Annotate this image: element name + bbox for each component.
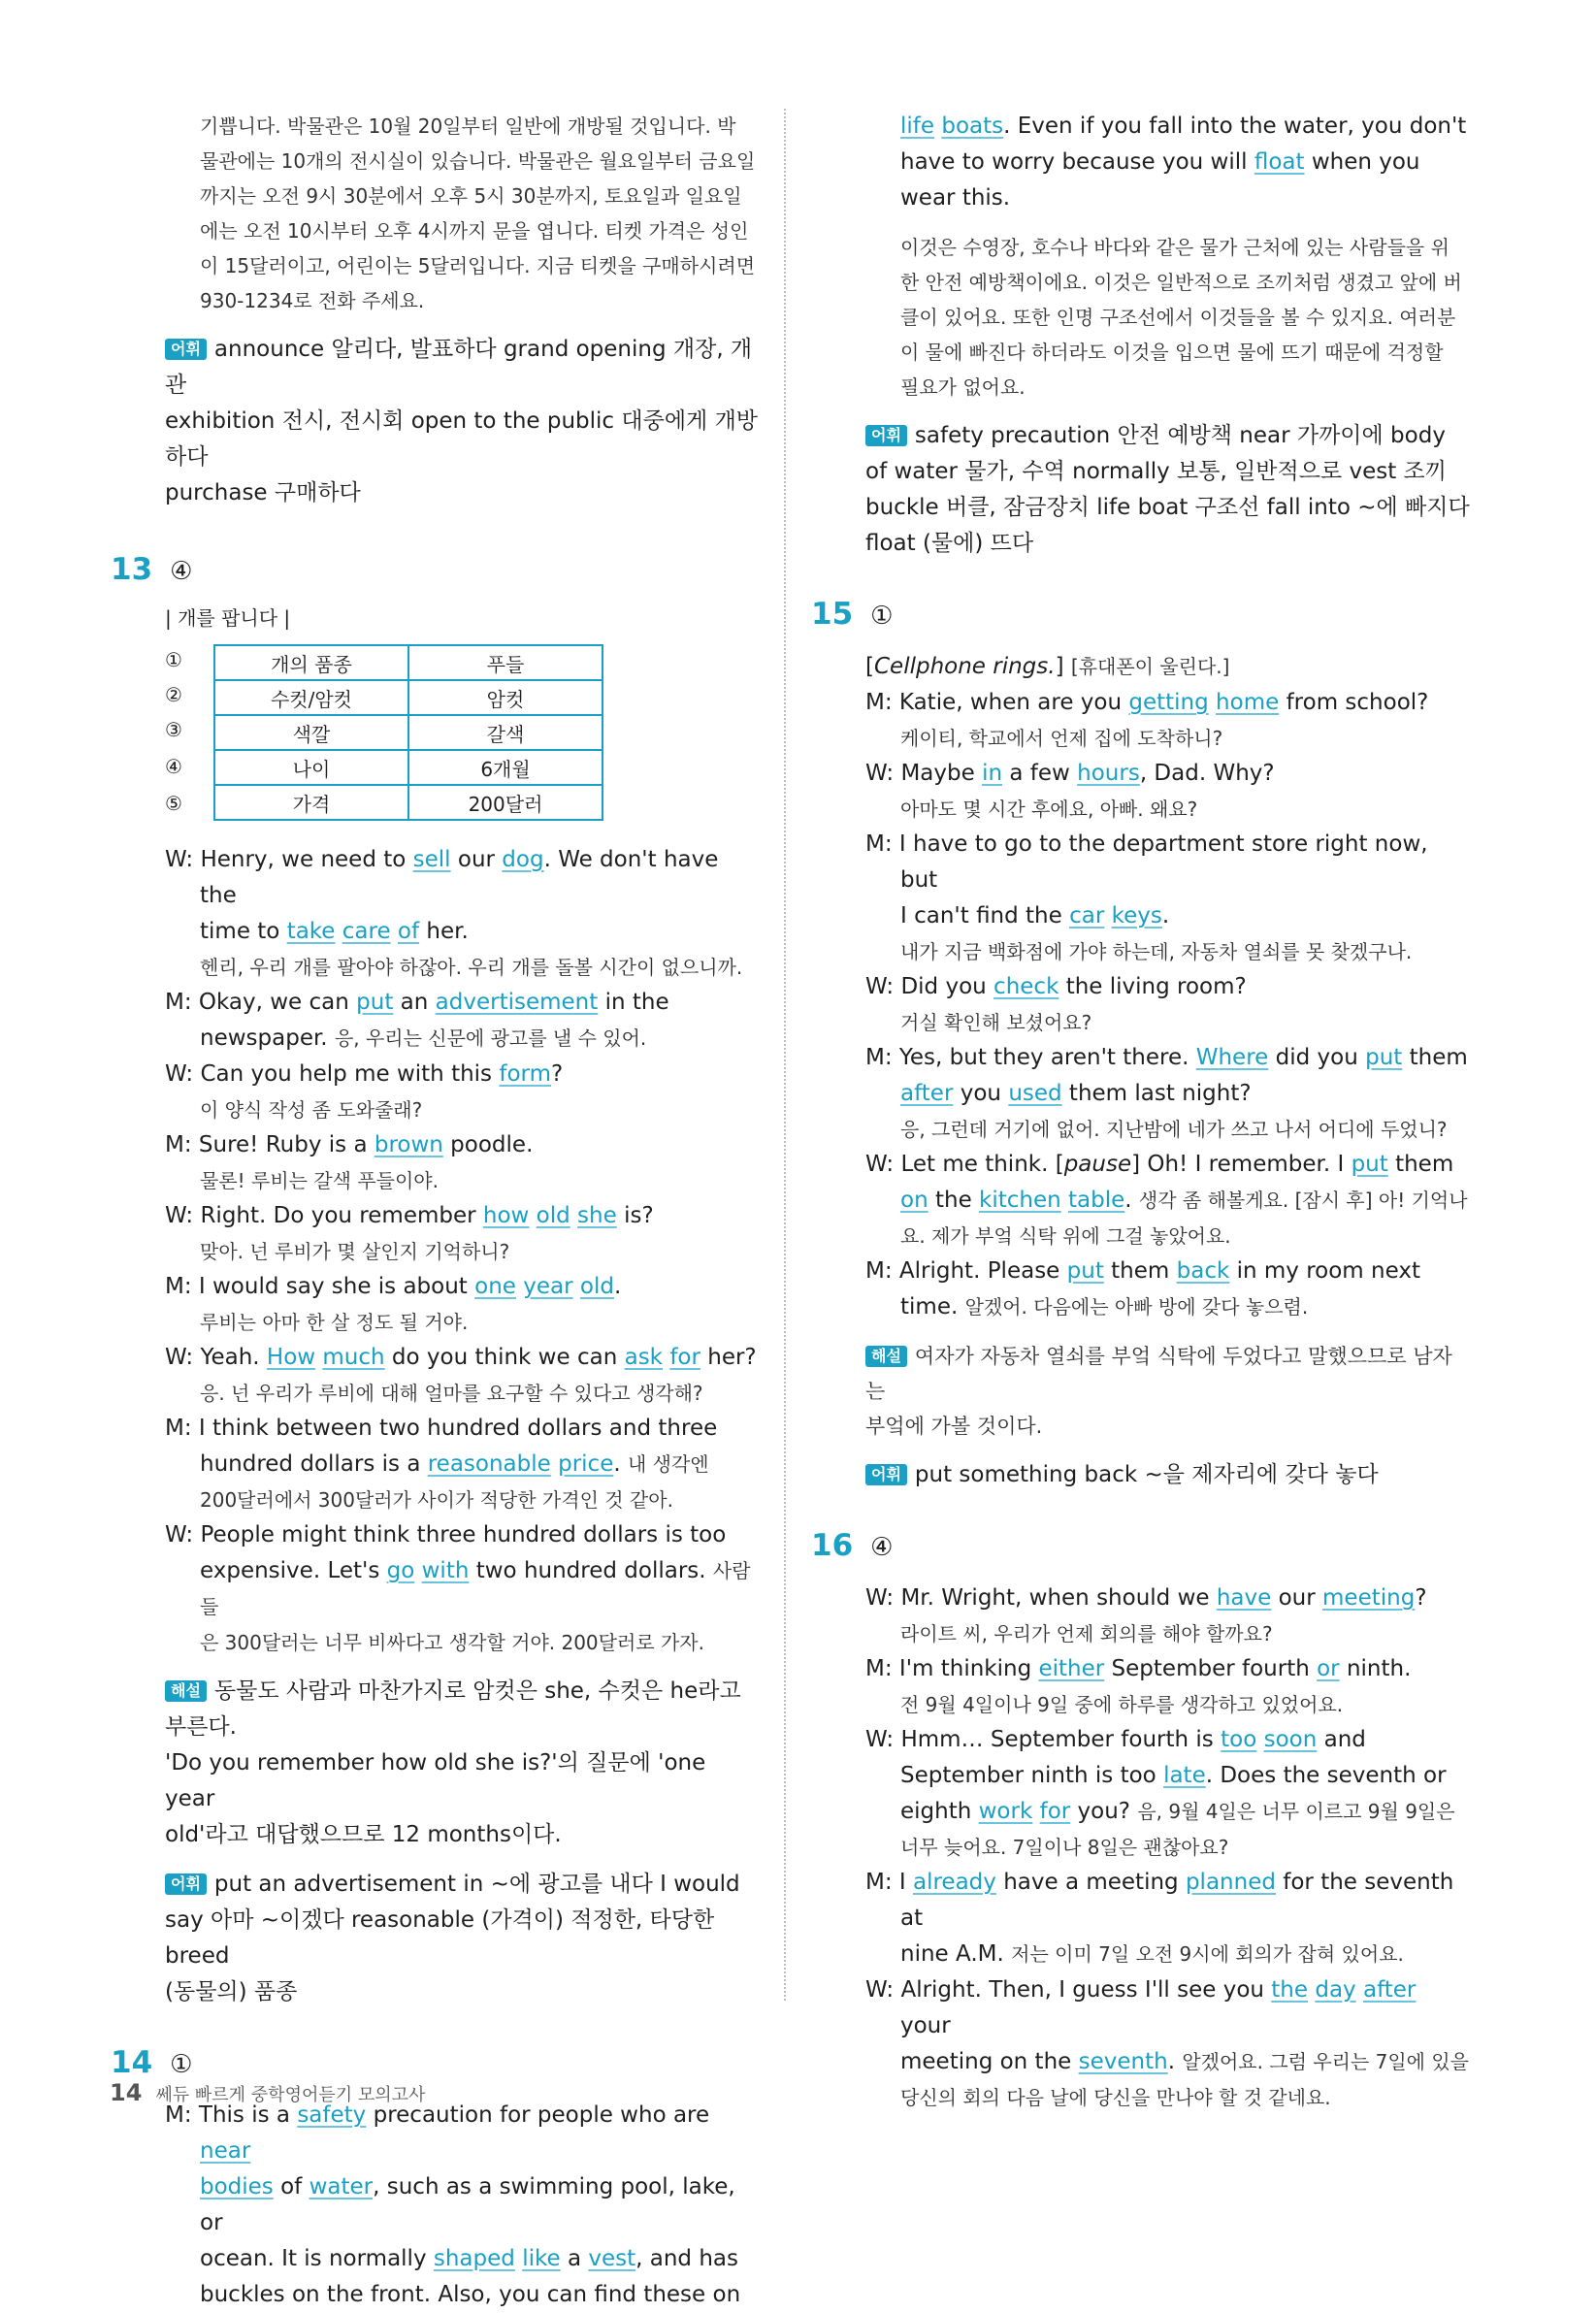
row-mark: ① bbox=[165, 648, 182, 671]
vocab-badge: 어휘 bbox=[165, 339, 207, 360]
q16-dialogue: W: Mr. Wright, when should we have our meeting? 라이트 씨, 우리가 언제 회의를 해야 할까요? M: I'm thinking either September fourth or ninth. 전 9월 4일이나 9일 중에 하루를 생각하고 있었어요. W: Hmm… September fourth is too soon and September ninth is too late. Does the seventh or eighth work for you? 음, 9월 4일은 너무 이르고 9월 9일은 너무 늦어요. 7일이나 8일은 괜찮아요? M: I already have a meeting planned for the seventh at nine A.M. 저는 이미 7일 오전 9시에 회의가 잡혀 있어요. W: Alright. Then, I guess I'll see you the day after your meeting on the seventh. 알겠어요. 그럼 우리는 7일에 있을 당신의 회의 다음 날에 당신을 만나야 할 것 같네요. bbox=[865, 1585, 1469, 2109]
q14-script: M: This is a safety precaution for people who are near bodies of water, such as a swimming pool, lake, or ocean. It is normally shaped like a vest, and has buckles on the front. Also, you can find these on bbox=[165, 2102, 741, 2307]
left-column bbox=[111, 109, 762, 2313]
row-mark: ④ bbox=[165, 755, 182, 778]
q15-dialogue: [Cellphone rings.] [휴대폰이 울린다.] M: Katie, when are you getting home from school? 케이티, 학교에서 언제 집에 도착하니? W: Maybe in a few hours, Dad. Why? 아마도 몇 시간 후에요, 아빠. 왜요? M: I have to go to the department store right now, but I can't find the car keys. 내가 지금 백화점에 가야 하는데, 자동차 열쇠를 못 찾겠구나. W: Did you check the living room? 거실 확인해 보셨어요? M: Yes, but they aren't there. Where did you put them after you used them last night? 응, 그런데 거기에 없어. 지난밤에 네가 쓰고 나서 어디에 두었니? W: Let me think. [pause] Oh! I remember. I put them on the kitchen table. 생각 좀 해볼게요. [잠시 후] 아! 기억나 요. 제가 부엌 식탁 위에 그걸 놓았어요. M: Alright. Please put them back in my room next time. 알겠어. 다음에는 아빠 방에 갖다 놓으렴. bbox=[865, 654, 1468, 1319]
column-divider bbox=[784, 109, 786, 2001]
vocab-14: 어휘 safety precaution 안전 예방책 near 가까이에 body of water 물가, 수역 normally 보통, 일반적으로 vest 조끼 buckle 버클, 잠금장치 life boat 구조선 fall into ~에 빠지다 float (물에) 뜨다 bbox=[865, 423, 1470, 556]
explain-badge: 해설 bbox=[865, 1346, 907, 1367]
right-column bbox=[811, 109, 1472, 2115]
question-14-number: 14 ① bbox=[111, 2045, 193, 2080]
explain-badge: 해설 bbox=[165, 1680, 207, 1702]
page-footer bbox=[110, 2079, 425, 2106]
dog-info-table bbox=[213, 644, 603, 821]
table-row: 나이 6개월 bbox=[214, 750, 603, 785]
q13-dialogue: W: Henry, we need to sell our dog. We don't have the time to take care of her. 헨리, 우리 개를 팔아야 하잖아. 우리 개를 돌볼 시간이 없으니까. M: Okay, we can put an advertisement in the newspaper. 응, 우리는 신문에 광고를 낼 수 있어. W: Can you help me with this form? 이 양식 작성 좀 도와줄래? M: Sure! Ruby is a brown poodle. 물론! 루비는 갈색 푸들이야. W: Right. Do you remember how old she is? 맞아. 넌 루비가 몇 살인지 기억하니? M: I would say she is about one year old. 루비는 아마 한 살 정도 될 거야. W: Yeah. How much do you think we can ask for her? 응. 넌 우리가 루비에 대해 얼마를 요구할 수 있다고 생각해? M: I think between two hundred dollars and three hundred dollars is a reasonable price. 내 생각엔 200달러에서 300달러가 사이가 적당한 가격인 것 같아. W: People might think three hundred dollars is too expensive. Let's go with two hundred dollars. 사람들 은 300달러는 너무 비싸다고 생각할 거야. 200달러로 가자. bbox=[165, 847, 757, 1654]
question-15-number: 15 ① bbox=[811, 597, 894, 632]
vocab-badge: 어휘 bbox=[165, 1873, 207, 1895]
explain-13: 해설 동물도 사람과 마찬가지로 암컷은 she, 수컷은 he라고 부른다. 'Do you remember how old she is?'의 질문에 'one year old'라고 대답했으므로 12 months이다. bbox=[165, 1678, 741, 1847]
table-row: 가격 200달러 bbox=[214, 785, 603, 820]
book-title: 쎄듀 빠르게 중학영어듣기 모의고사 bbox=[155, 2085, 426, 2105]
table-row: 색깔 갈색 bbox=[214, 715, 603, 750]
question-16-number: 16 ④ bbox=[811, 1528, 894, 1563]
table-row: 수컷/암컷 암컷 bbox=[214, 680, 603, 715]
page-number: 14 bbox=[110, 2079, 143, 2106]
question-13-number: 13 ④ bbox=[111, 552, 193, 587]
vocab-15: 어휘 put something back ~을 제자리에 갖다 놓다 bbox=[865, 1457, 1472, 1493]
q12-translation: 기쁩니다. 박물관은 10월 20일부터 일반에 개방될 것입니다. 박 물관에는 10개의 전시실이 있습니다. 박물관은 월요일부터 금요일 까지는 오전 9시 30분에서 오후 5시 30분까지, 토요일과 일요일 에는 오전 10시부터 오후 4시까지 문을 엽니다. 티켓 가격은 성인 이 15달러이고, 어린이는 5달러입니다. 지금 티켓을 구매하시려면 930-1234로 전화 주세요. bbox=[200, 114, 756, 312]
row-mark: ② bbox=[165, 683, 182, 706]
row-mark: ⑤ bbox=[165, 792, 182, 815]
table-row: 개의 품종 푸들 bbox=[214, 645, 603, 680]
vocab-12: 어휘 announce 알리다, 발표하다 grand opening 개장, 개관 exhibition 전시, 전시회 open to the public 대중에게 개방하다 purchase 구매하다 bbox=[165, 337, 759, 505]
q14-script-cont: life boats. Even if you fall into the water, you don't have to worry because you will float when you wear this. bbox=[900, 114, 1467, 211]
vocab-13: 어휘 put an advertisement in ~에 광고를 내다 I would say 아마 ~이겠다 reasonable (가격이) 적정한, 타당한 breed (동물의) 품종 bbox=[165, 1872, 740, 2004]
dog-info-table-wrap bbox=[165, 644, 762, 821]
flyer-title: | 개를 팝니다 | bbox=[165, 606, 291, 630]
q14-translation: 이것은 수영장, 호수나 바다와 같은 물가 근처에 있는 사람들을 위 한 안전 예방책이에요. 이것은 일반적으로 조끼처럼 생겼고 앞에 버 클이 있어요. 또한 인명 구조선에서 이것들을 볼 수 있지요. 여러분 이 물에 빠진다 하더라도 이것을 입으면 물에 뜨기 때문에 걱정할 필요가 없어요. bbox=[900, 236, 1462, 399]
vocab-badge: 어휘 bbox=[865, 425, 907, 446]
explain-15: 해설 여자가 자동차 열쇠를 부엌 식탁에 두었다고 말했으므로 남자는 부엌에 가볼 것이다. bbox=[865, 1345, 1452, 1438]
row-mark: ③ bbox=[165, 718, 182, 741]
vocab-badge: 어휘 bbox=[865, 1464, 907, 1485]
